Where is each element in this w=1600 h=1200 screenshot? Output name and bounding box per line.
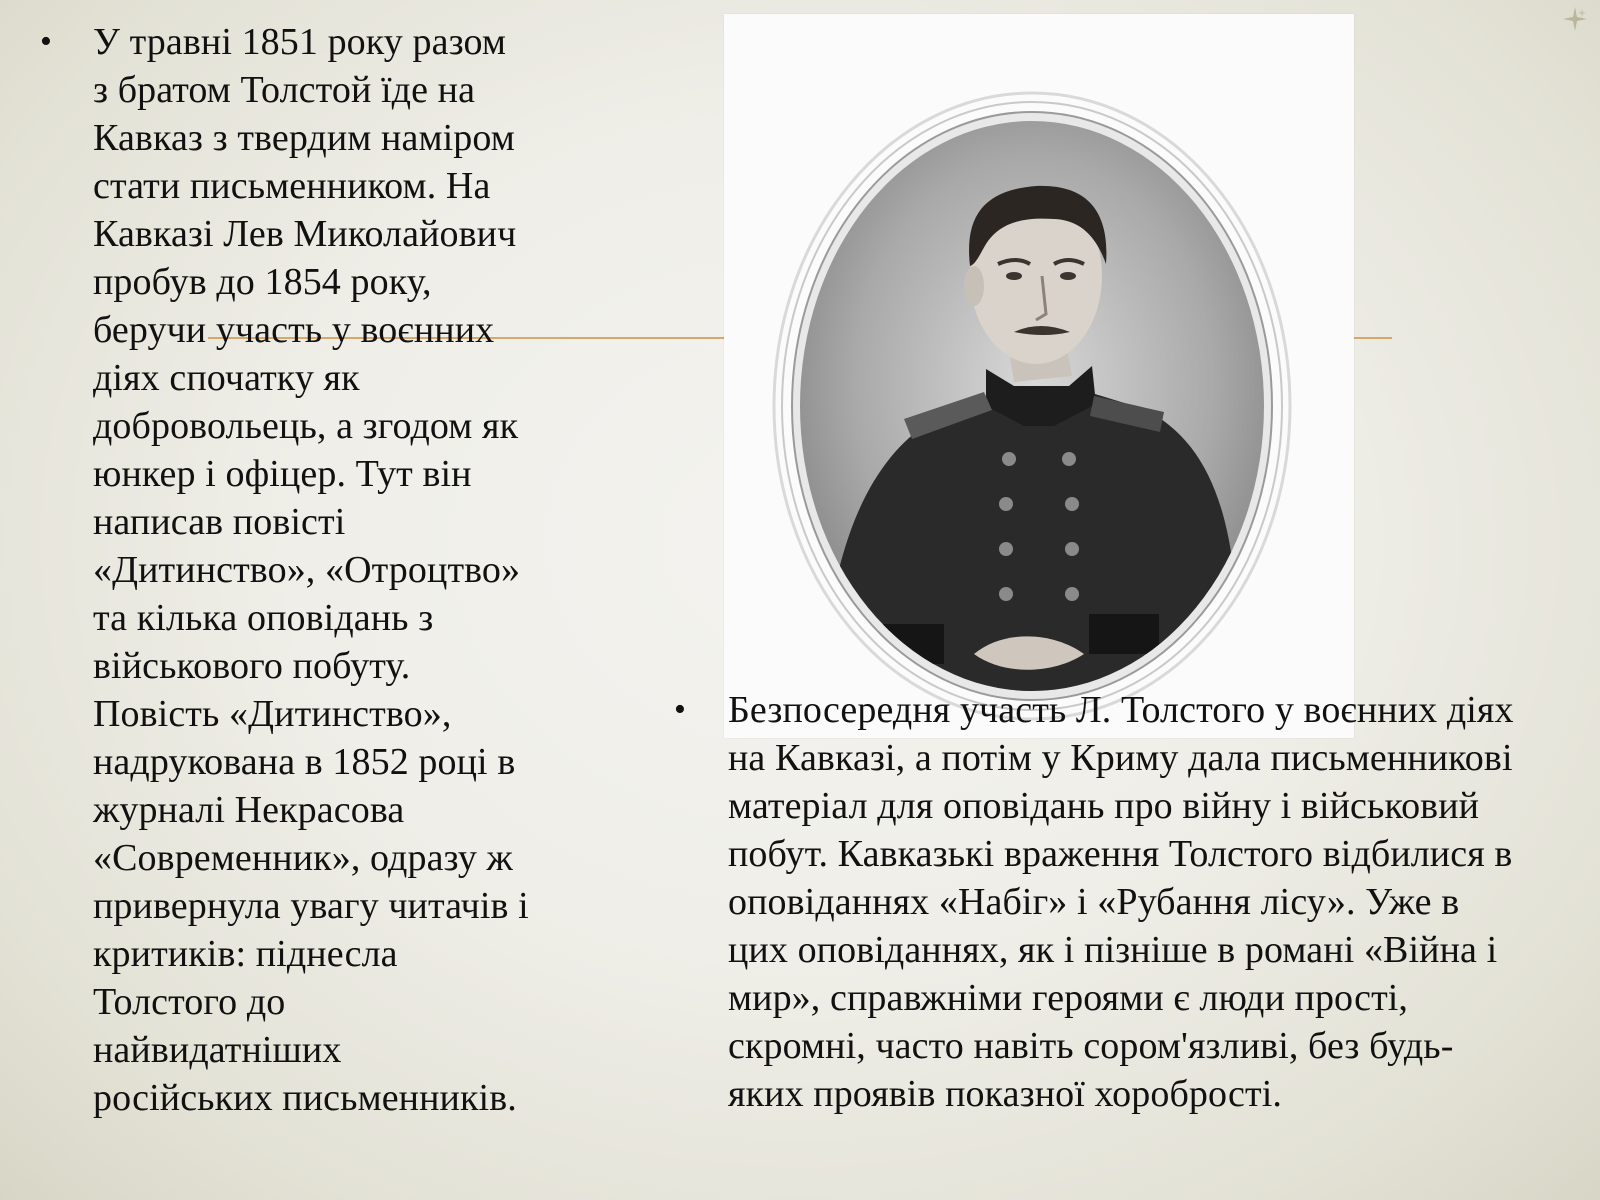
left-paragraph: У травні 1851 року разом з братом Толстой їде на Кавказ з твердим наміром стати письменником. На Кавказі Лев Миколайович пробув до 1854 року, беручи участь у воєнних діях спочатку як добровольець, а згодом як юнкер і офіцер. Тут він написав повісті «Дитинство», «Отроцтво» та кілька оповідань з військового побуту. Повість «Дитинство», надрукована в 1852 році в журналі Некрасова «Современник», одразу ж привернула увагу читачів і критиків: піднесла Толстого до найвидатніших російських письменників. <box>93 21 529 1119</box>
sparkle-icon <box>1562 6 1588 32</box>
bullet-marker: • <box>674 691 686 728</box>
bullet-marker: • <box>40 23 52 60</box>
portrait-photo <box>724 14 1354 738</box>
right-paragraph: Безпосередня участь Л. Толстого у воєнних діях на Кавказі, а потім у Криму дала письменникові матеріал для оповідань про війну і військовий побут. Кавказькі враження Толстого відбилися в оповіданнях «Набіг» і «Рубання лісу». Уже в цих оповіданнях, як і пізніше в романі «Війна і мир», справжніми героями є люди прості, скромні, часто навіть сором'язливі, без будь- яких проявів показної хоробрості. <box>728 689 1514 1115</box>
portrait-illustration <box>724 14 1354 738</box>
